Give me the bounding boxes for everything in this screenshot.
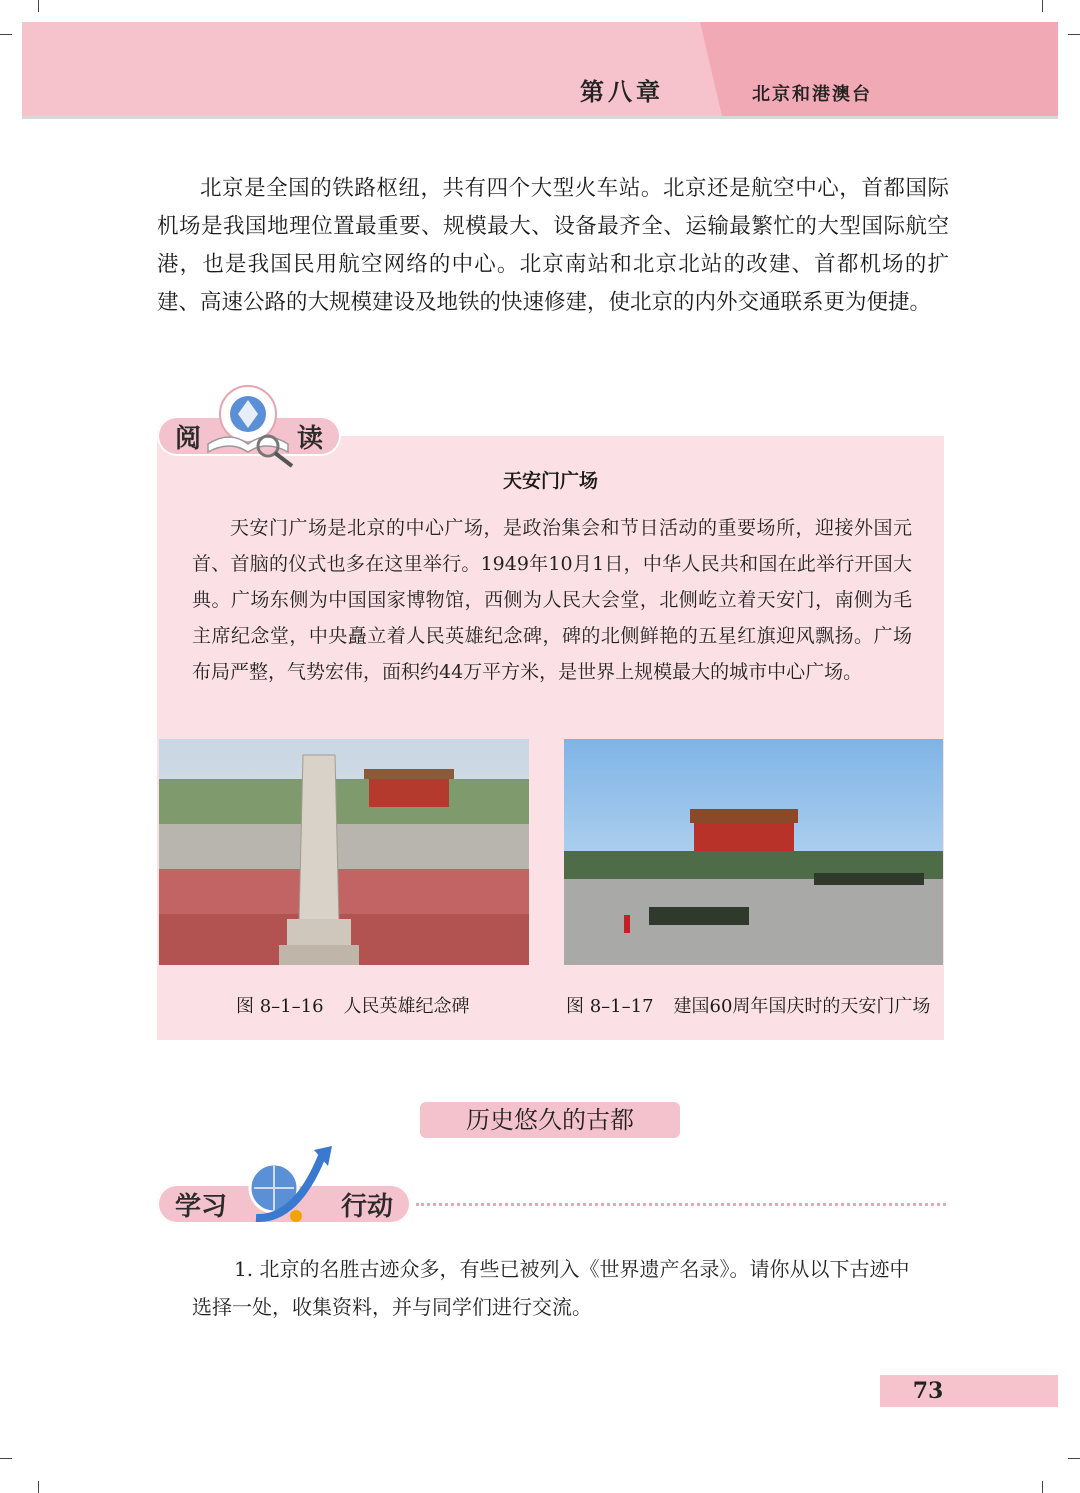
figure-caption-text-1: 人民英雄纪念碑	[343, 996, 470, 1017]
reading-tag-right: 读	[296, 423, 323, 454]
crop-mark	[38, 0, 39, 12]
crop-mark	[38, 1481, 39, 1493]
reading-text: 天安门广场是北京的中心广场，是政治集会和节日活动的重要场所，迎接外国元首、首脑的仪式也多在这里举行。1949年10月1日，中华人民共和国在此举行开国大典。广场东侧为中国国家博物馆，西侧为人民大会堂，北侧屹立着天安门，南侧为毛主席纪念堂，中央矗立着人民英雄纪念碑，碑的北侧鲜艳的五星红旗迎风飘扬。广场布局严整，气势宏伟，面积约44万平方米，是世界上规模最大的城市中心广场。	[192, 517, 912, 683]
page-number: 73	[912, 1378, 944, 1404]
monument-photo	[159, 739, 529, 965]
crop-mark	[0, 34, 12, 35]
crop-mark	[1068, 1458, 1080, 1459]
activity-text: 1. 北京的名胜古迹众多，有些已被列入《世界遗产名录》。请你从以下古迹中选择一处，收集资料，并与同学们进行交流。	[192, 1257, 910, 1319]
study-tag-left: 学习	[175, 1191, 228, 1222]
crop-mark	[1068, 34, 1080, 35]
book-magnifier-icon	[200, 382, 300, 472]
section-heading: 历史悠久的古都	[418, 1100, 682, 1140]
crop-mark	[0, 1458, 12, 1459]
figure-caption-text-2: 建国60周年国庆时的天安门广场	[673, 996, 931, 1017]
figure-number-1: 图 8–1–16	[236, 996, 324, 1017]
body-paragraph: 北京是全国的铁路枢纽，共有四个大型火车站。北京还是航空中心，首都国际机场是我国地理位置最重要、规模最大、设备最齐全、运输最繁忙的大型国际航空港，也是我国民用航空网络的中心。北京南站和北京北站的改建、首都机场的扩建、高速公路的大规模建设及地铁的快速修建，使北京的内外交通联系更为便捷。	[157, 176, 949, 315]
reading-tag-left: 阅	[175, 423, 202, 454]
figure-number-2: 图 8–1–17	[566, 996, 654, 1017]
crop-mark	[1042, 1481, 1043, 1493]
chapter-subtitle: 北京和港澳台	[752, 84, 872, 105]
header-rule	[22, 116, 1058, 119]
figure-caption-2	[566, 992, 930, 1018]
crop-mark	[1042, 0, 1043, 12]
figure-caption-1	[236, 992, 470, 1018]
globe-arrow-icon	[236, 1140, 336, 1232]
tiananmen-parade-photo	[564, 739, 943, 965]
dotted-divider	[416, 1203, 946, 1206]
study-tag-right: 行动	[340, 1191, 393, 1222]
chapter-title: 第八章	[580, 78, 664, 106]
reading-title: 天安门广场	[502, 470, 598, 492]
